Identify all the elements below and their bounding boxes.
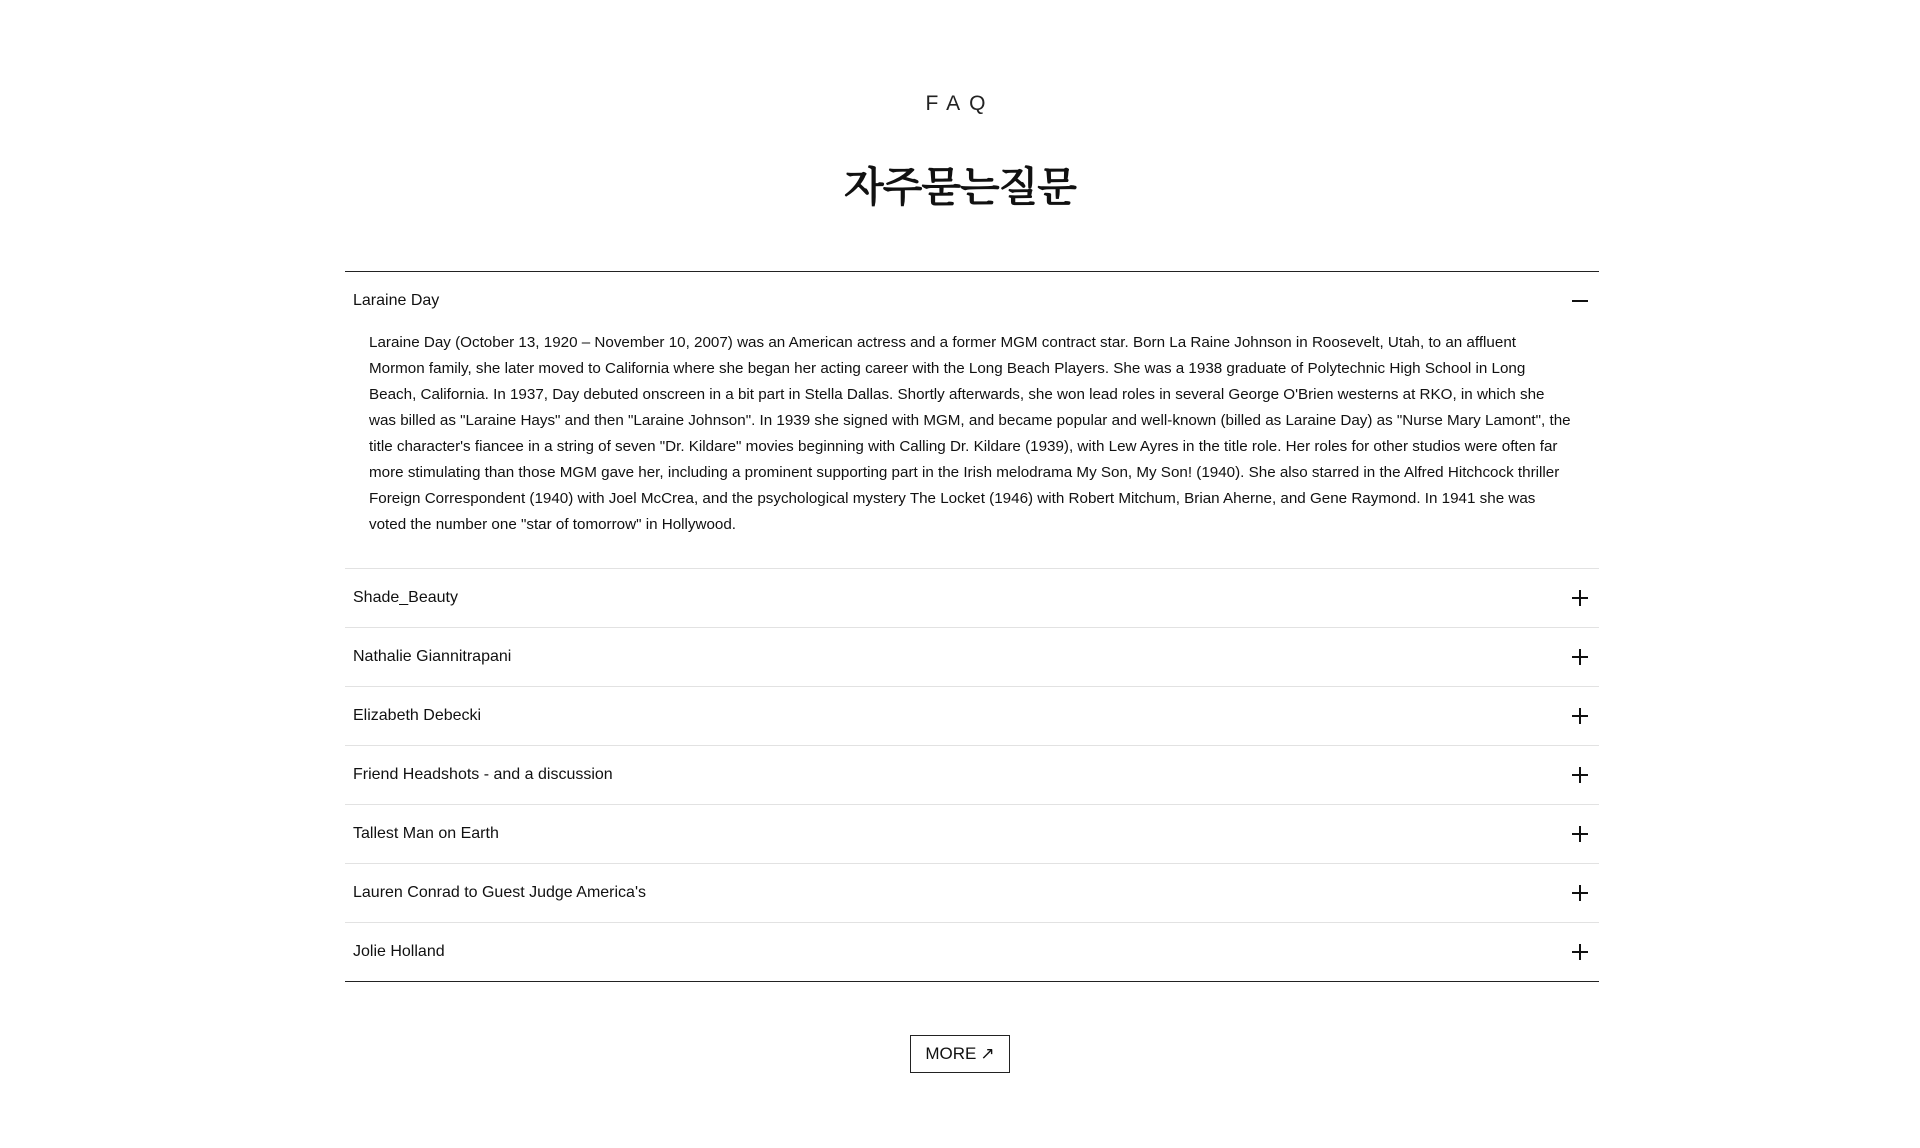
more-button-label: MORE (925, 1044, 977, 1063)
faq-item-header[interactable] (345, 628, 1599, 686)
faq-item-friend-headshots (345, 745, 1599, 804)
plus-icon[interactable] (1571, 589, 1589, 607)
faq-item-title: Lauren Conrad to Guest Judge America's (353, 884, 646, 901)
plus-icon[interactable] (1571, 943, 1589, 961)
faq-item-title: Friend Headshots - and a discussion (353, 766, 613, 783)
arrow-up-right-icon: ↗ (980, 1044, 995, 1063)
faq-item-title: Elizabeth Debecki (353, 707, 482, 724)
faq-item-header[interactable] (345, 687, 1599, 745)
minus-icon[interactable] (1571, 292, 1589, 310)
faq-accordion (345, 271, 1599, 982)
faq-item-title: Laraine Day (353, 292, 440, 309)
plus-icon[interactable] (1571, 825, 1589, 843)
faq-item-jolie-holland (345, 922, 1599, 981)
faq-item-title: Shade_Beauty (353, 589, 458, 606)
faq-item-tallest-man-on-earth (345, 804, 1599, 863)
plus-icon[interactable] (1571, 766, 1589, 784)
more-button[interactable] (910, 1035, 1009, 1073)
more-button-container (0, 1035, 1920, 1073)
faq-item-laraine-day (345, 272, 1599, 568)
faq-item-header[interactable] (345, 923, 1599, 981)
plus-icon[interactable] (1571, 707, 1589, 725)
page-title: 자주묻는질문 (844, 163, 1076, 211)
plus-icon[interactable] (1571, 884, 1589, 902)
section-eyebrow: FAQ (925, 92, 995, 115)
faq-item-header[interactable] (345, 805, 1599, 863)
faq-item-lauren-conrad (345, 863, 1599, 922)
faq-item-header[interactable] (345, 746, 1599, 804)
faq-item-shade-beauty (345, 568, 1599, 627)
faq-item-answer: Laraine Day (October 13, 1920 – November 10, 2007) was an American actress and a former MGM contract star. Born La Raine Johnson in Roosevelt, Utah, to an affluent Mormon family, she later moved to California where she began her acting career with the Long Beach Players. She was a 1938 graduate of Polytechnic High School in Long Beach, California. In 1937, Day debuted onscreen in a bit part in Stella Dallas. Shortly afterwards, she won lead roles in several George O'Brien westerns at RKO, in which she was billed as "Laraine Hays" and then "Laraine Johnson". In 1939 she signed with MGM, and became popular and well-known (billed as Laraine Day) as "Nurse Mary Lamont", the title character's fiancee in a string of seven "Dr. Kildare" movies beginning with Calling Dr. Kildare (1939), with Lew Ayres in the title role. Her roles for other studios were often far more stimulating than those MGM gave her, including a prominent supporting part in the Irish melodrama My Son, My Son! (1940). She also starred in the Alfred Hitchcock thriller Foreign Correspondent (1940) with Joel McCrea, and the psychological mystery The Locket (1946) with Robert Mitchum, Brian Aherne, and Gene Raymond. In 1941 she was voted the number one "star of tomorrow" in Hollywood. (369, 334, 1571, 533)
faq-item-nathalie-giannitrapani (345, 627, 1599, 686)
faq-item-header[interactable] (345, 272, 1599, 330)
faq-item-title: Jolie Holland (353, 943, 445, 960)
plus-icon[interactable] (1571, 648, 1589, 666)
faq-item-header[interactable] (345, 864, 1599, 922)
faq-item-header[interactable] (345, 569, 1599, 627)
faq-item-title: Nathalie Giannitrapani (353, 648, 512, 665)
faq-item-elizabeth-debecki (345, 686, 1599, 745)
faq-item-title: Tallest Man on Earth (353, 825, 499, 842)
